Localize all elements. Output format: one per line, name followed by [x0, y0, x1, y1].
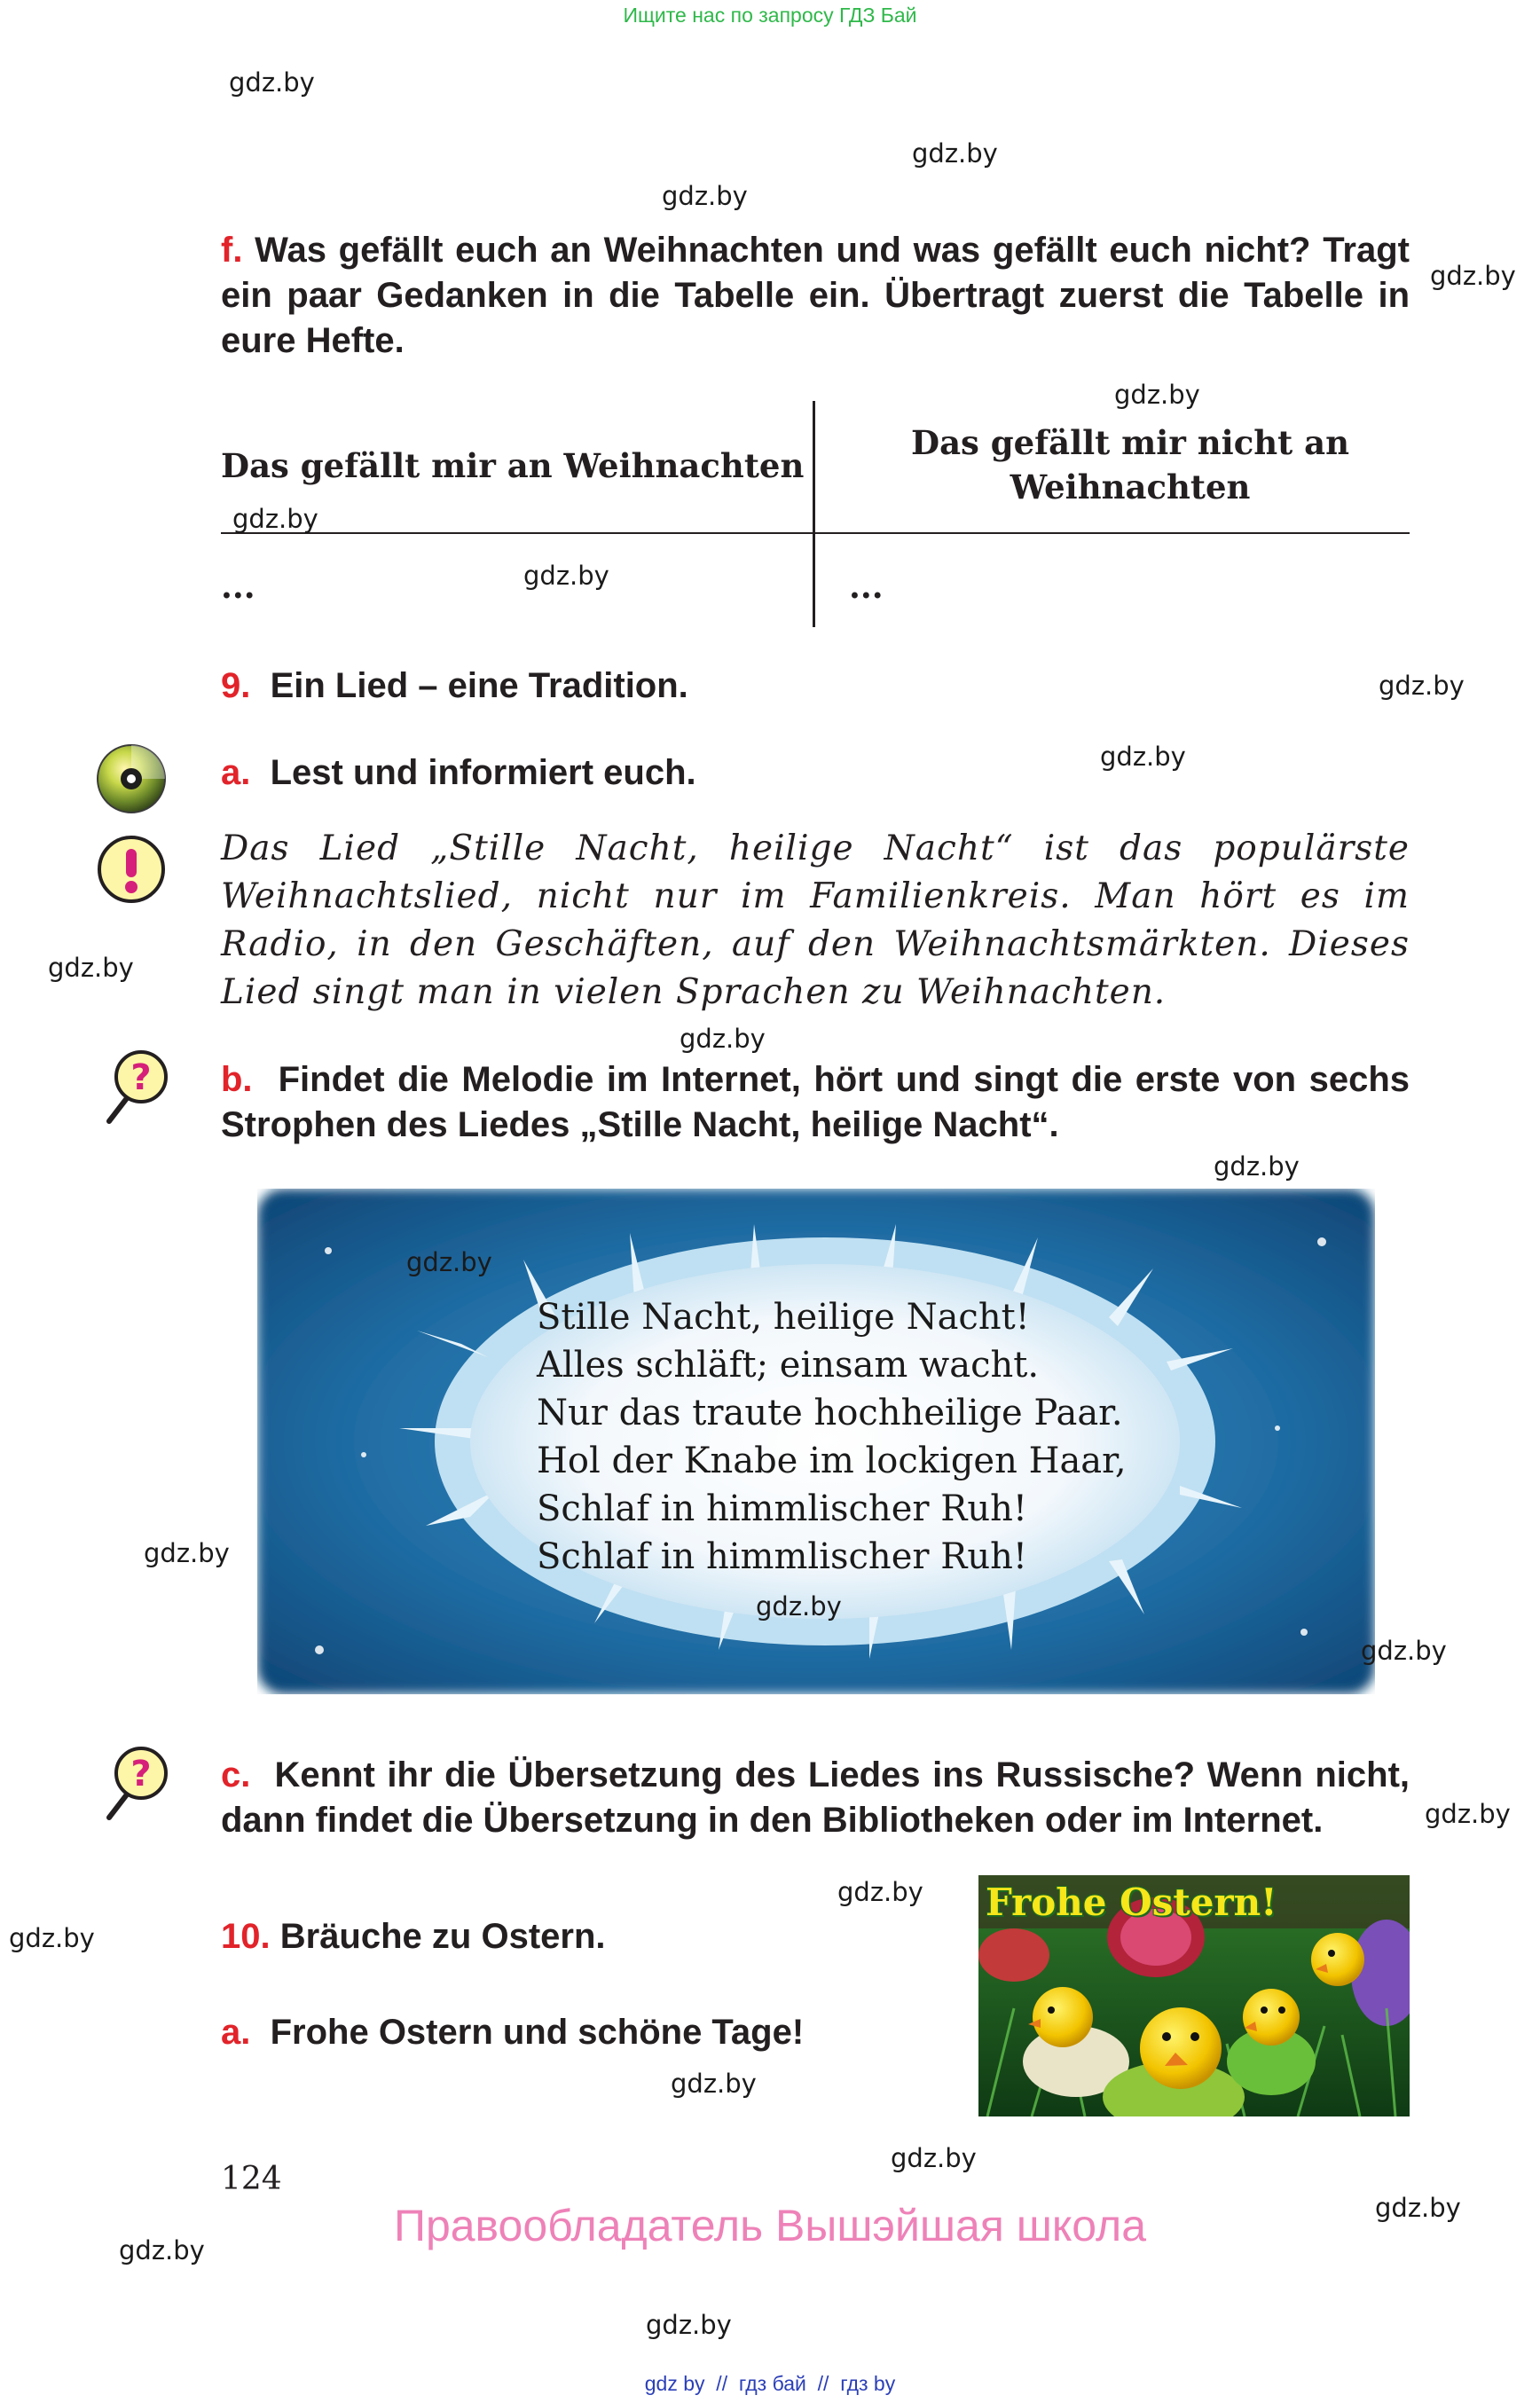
page-number: 124 [221, 2161, 282, 2197]
watermark: gdz.by [680, 1024, 766, 1054]
task-10a-title: Frohe Ostern und schöne Tage! [270, 2013, 805, 2052]
task-9c-letter: c. [221, 1755, 251, 1794]
task-9a-title: Lest und informiert euch. [270, 753, 696, 792]
watermark: gdz.by [232, 504, 318, 534]
watermark: gdz.by [406, 1247, 492, 1277]
watermark: gdz.by [662, 181, 748, 211]
easter-card-title: Frohe Ostern! [986, 1881, 1277, 1924]
task-10-title: Bräuche zu Ostern. [279, 1917, 606, 1956]
task-9c [221, 1753, 1410, 1843]
watermark: gdz.by [1379, 671, 1465, 701]
info-paragraph: Das Lied „Stille Nacht, heilige Nacht“ ist das populärste Weihnachtslied, nicht nur im Familienkreis. Man hört es im Radio, in den Geschäften, auf den Weihnachtsmärkten. Dieses Lied singt man in vielen Sprachen zu Weihnachten. [221, 828, 1410, 1012]
task-9-title: Ein Lied – eine Tradition. [270, 666, 688, 705]
opinion-table [221, 397, 1410, 630]
table-cell-likes: ... [221, 567, 255, 606]
watermark: gdz.by [1425, 1799, 1511, 1829]
footer-links[interactable]: gdz by // гдз бай // гдз by [644, 2372, 896, 2395]
watermark: gdz.by [1430, 261, 1516, 291]
task-f [221, 228, 1410, 364]
table-vertical-divider [813, 401, 815, 627]
easter-chicks-image [978, 1875, 1410, 2116]
task-f-text: Was gefällt euch an Weihnachten und was gefällt euch nicht? Tragt ein paar Gedanken in die Tabelle ein. Übertragt zuerst die Tabelle in eure Hefte. [221, 231, 1410, 360]
watermark: gdz.by [646, 2310, 732, 2340]
copyright-notice: Правообладатель Вышэйшая школа [394, 2201, 1146, 2250]
search-question-icon [102, 1743, 173, 1823]
table-horizontal-divider [221, 532, 1410, 534]
poem-text [537, 1293, 1127, 1581]
task-9a-heading [221, 750, 1410, 796]
poem-line-6: Schlaf in himmlischer Ruh! [537, 1536, 1027, 1577]
task-9c-text: Kennt ihr die Übersetzung des Liedes ins Russische? Wenn nicht, dann findet die Übersetzung in den Bibliotheken oder im Internet. [221, 1755, 1410, 1840]
task-9-heading [221, 664, 1410, 709]
poem-line-5: Schlaf in himmlischer Ruh! [537, 1488, 1027, 1529]
table-header-dislikes: Das gefällt mir nicht an Weihnachten [911, 423, 1349, 507]
task-10a-heading [221, 2010, 931, 2055]
watermark: gdz.by [1100, 742, 1186, 772]
task-10-number: 10. [221, 1917, 271, 1956]
audio-cd-icon [96, 743, 167, 814]
watermark: gdz.by [48, 953, 134, 983]
task-9b-letter: b. [221, 1060, 253, 1099]
watermark: gdz.by [523, 561, 609, 591]
poem-line-2: Alles schläft; einsam wacht. [537, 1345, 1040, 1386]
search-question-icon [102, 1047, 173, 1127]
table-cell-dislikes: ... [849, 567, 884, 606]
watermark: gdz.by [1375, 2193, 1461, 2223]
watermark: gdz.by [229, 67, 315, 98]
top-banner: Ищите нас по запросу ГДЗ Бай [623, 4, 917, 27]
watermark: gdz.by [144, 1538, 230, 1568]
watermark: gdz.by [671, 2069, 757, 2099]
watermark: gdz.by [837, 1877, 923, 1907]
task-10-heading [221, 1914, 931, 1959]
watermark: gdz.by [912, 138, 998, 169]
task-f-letter: f. [221, 231, 243, 270]
watermark: gdz.by [1361, 1636, 1447, 1666]
task-9a-letter: a. [221, 753, 251, 792]
poem-line-4: Hol der Knabe im lockigen Haar, [537, 1441, 1127, 1481]
watermark: gdz.by [1114, 380, 1200, 410]
task-10a-letter: a. [221, 2013, 251, 2052]
table-header-likes: Das gefällt mir an Weihnachten [221, 446, 805, 485]
poem-line-1: Stille Nacht, heilige Nacht! [537, 1297, 1030, 1338]
watermark: gdz.by [9, 1923, 95, 1953]
watermark: gdz.by [891, 2143, 977, 2173]
task-9-number: 9. [221, 666, 251, 705]
task-9b-text: Findet die Melodie im Internet, hört und singt die erste von sechs Strophen des Liedes „Stille Nacht, heilige Nacht“. [221, 1060, 1410, 1144]
exclamation-info-icon [96, 834, 167, 905]
poem-line-3: Nur das traute hochheilige Paar. [537, 1393, 1123, 1433]
task-9b [221, 1057, 1410, 1148]
watermark: gdz.by [119, 2235, 205, 2266]
watermark: gdz.by [1214, 1151, 1300, 1182]
svg-text:?: ? [130, 1754, 152, 1794]
svg-text:?: ? [130, 1057, 152, 1098]
watermark: gdz.by [756, 1591, 842, 1622]
